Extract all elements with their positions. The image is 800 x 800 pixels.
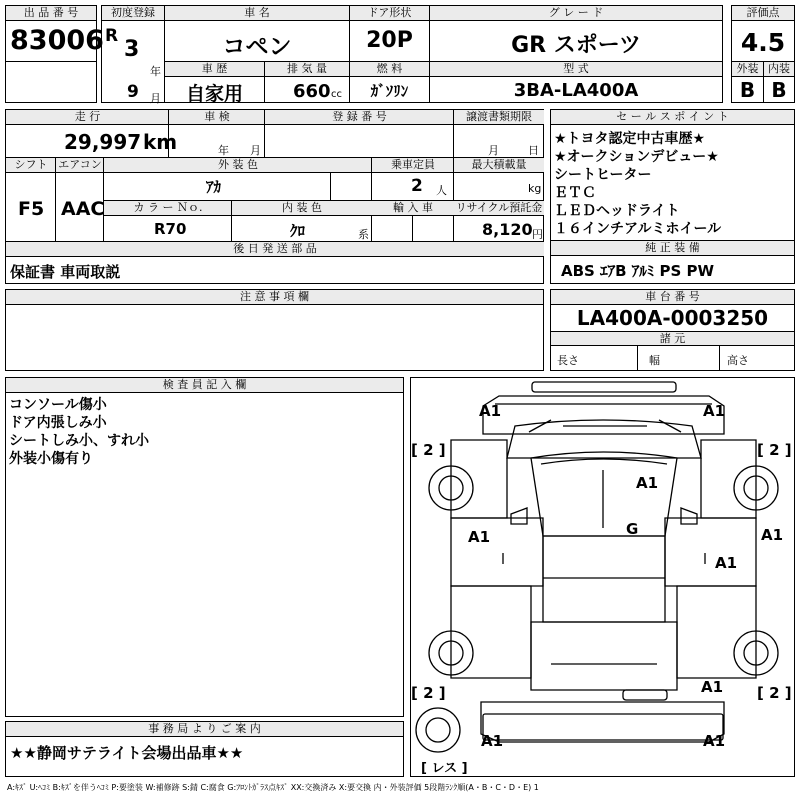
model-label: 型 式	[430, 62, 722, 77]
inspector-cell	[5, 377, 404, 717]
sales-points-label: セ ー ル ス ポ イ ン ト	[551, 110, 794, 125]
length-label: 長さ	[557, 354, 579, 367]
interior-score-cell	[763, 61, 795, 103]
damage-label: A1	[636, 474, 659, 492]
sales-points-list	[554, 130, 721, 238]
later-parts-label: 後 日 発 送 部 品	[6, 242, 544, 257]
displacement-cell	[264, 61, 350, 103]
colorno-label: カ ラ ー Ｎｏ.	[104, 201, 232, 216]
lot-number-cell	[5, 5, 104, 62]
registration-year: 3	[124, 37, 140, 62]
exterior-score-cell	[731, 61, 764, 103]
damage-label: A1	[715, 554, 738, 572]
recycle-deposit: 8,120	[482, 220, 533, 239]
sales-point-item: ★オークションデビュー★	[554, 149, 719, 165]
later-parts: 保証書 車両取説	[10, 263, 121, 281]
sales-point-item: ＥＴＣ	[554, 185, 596, 201]
interior-label: 内装	[764, 62, 794, 77]
color-label: 外 装 色	[104, 158, 372, 173]
regno-label: 登 録 番 号	[265, 110, 454, 125]
car-name-cell	[164, 5, 350, 62]
mileage-label: 走 行	[6, 110, 169, 125]
mileage-unit: km	[143, 130, 178, 154]
height-label: 高さ	[727, 354, 749, 367]
interior-color: ｸﾛ	[290, 222, 306, 240]
grade-cell	[429, 5, 723, 62]
capacity: 2	[411, 176, 423, 196]
load-label: 最大積載量	[454, 158, 544, 173]
score-label: 評価点	[732, 6, 794, 21]
grade-label: グ レ ー ド	[430, 6, 722, 21]
colorno: R70	[154, 220, 187, 238]
spare-tire-label: [ レス ]	[421, 761, 468, 776]
office-notice-label: 事 務 局 よ り ご 案 内	[6, 722, 403, 737]
inspection-month-unit: 月	[250, 144, 261, 157]
lot-number-label: 出 品 番 号	[6, 6, 96, 21]
interior-color-label: 内 装 色	[232, 201, 372, 216]
tire-mark: [ 2 ]	[757, 441, 792, 459]
capacity-label: 乗車定員	[372, 158, 454, 173]
inspector-notes	[9, 396, 149, 468]
sales-point-item: シートヒーター	[554, 167, 652, 183]
history: 自家用	[185, 83, 243, 105]
fuel-cell	[349, 61, 430, 103]
exterior-label: 外装	[732, 62, 763, 77]
inspection-year-unit: 年	[218, 144, 229, 157]
car-name-label: 車 名	[165, 6, 349, 21]
inspector-label: 検 査 員 記 入 欄	[6, 378, 403, 393]
fuel-label: 燃 料	[350, 62, 429, 77]
score-cell	[731, 5, 795, 62]
ac-label: エアコン	[56, 158, 104, 173]
transfer-month-unit: 月	[488, 144, 499, 157]
damage-label: A1	[468, 528, 491, 546]
tire-mark: [ 2 ]	[411, 441, 446, 459]
first-registration-label: 初度登録	[102, 6, 164, 21]
inspector-note: 外装小傷有り	[9, 451, 93, 467]
interior-score: B	[771, 78, 787, 102]
office-notice-cell	[5, 721, 404, 777]
chassis-cell	[550, 289, 795, 371]
year-unit: 年	[150, 65, 161, 78]
chassis-label: 車 台 番 号	[551, 290, 794, 305]
damage-label: A1	[701, 678, 724, 696]
car-damage-diagram	[411, 378, 794, 776]
damage-label: G	[626, 520, 639, 538]
score: 4.5	[740, 28, 786, 57]
damage-diagram-cell	[410, 377, 795, 777]
sales-points-cell	[550, 109, 795, 241]
mileage: 29,997	[64, 130, 142, 154]
tire-mark: [ 2 ]	[757, 684, 792, 702]
tire-mark: [ 2 ]	[411, 684, 446, 702]
shift-label: シフト	[6, 158, 56, 173]
recycle-label: リサイクル預託金	[455, 201, 543, 214]
model-cell	[429, 61, 723, 103]
transfer-label: 譲渡書類期限	[454, 110, 544, 125]
capacity-unit: 人	[436, 184, 447, 197]
car-name: コペン	[222, 34, 292, 60]
door: 20P	[366, 28, 413, 53]
exterior-score: B	[739, 78, 756, 102]
inspector-note: コンソール傷小	[9, 397, 107, 413]
registration-era: R	[105, 26, 119, 46]
equipment: ABS ｴｱB ｱﾙﾐ PS PW	[561, 262, 715, 280]
sales-point-item: ＬＥＤヘッドライト	[554, 203, 680, 219]
door-label: ドア形状	[350, 6, 429, 21]
history-label: 車 歴	[165, 62, 264, 77]
registration-month: 9	[127, 82, 139, 102]
damage-label: A1	[481, 732, 504, 750]
chassis-number: LA400A-0003250	[576, 306, 769, 330]
spec-label: 諸 元	[551, 332, 794, 346]
ac: AAC	[61, 198, 105, 220]
equipment-label: 純 正 装 備	[551, 241, 794, 256]
recycle-unit: 円	[532, 228, 543, 241]
first-registration-cell	[101, 5, 165, 103]
sales-point-item: ★トヨタ認定中古車歴★	[554, 131, 706, 147]
month-unit: 月	[150, 92, 161, 105]
grade: GR スポーツ	[511, 33, 641, 58]
notes-label: 注 意 事 項 欄	[6, 290, 543, 305]
equipment-cell	[550, 240, 795, 284]
sales-point-item: １６インチアルミホイール	[554, 221, 722, 237]
door-cell	[349, 5, 430, 62]
interior-color-unit: 系	[358, 228, 369, 241]
shift: F5	[18, 198, 45, 220]
notes-cell	[5, 289, 544, 371]
lot-number-lower-cell	[5, 61, 97, 103]
damage-label: A1	[479, 402, 502, 420]
damage-legend: A:ｷｽﾞ U:ﾍｺﾐ B:ｷｽﾞを伴うﾍｺﾐ P:要塗装 W:補修跡 S:錆 C:腐食 G:ﾌﾛﾝﾄｶﾞﾗｽ点ｷｽﾞ XX:交換済み X:要交換 内・外装評価 5段階ﾗﾝｸ順(A・B・C・D・E) 1	[7, 783, 539, 792]
load-unit: kg	[528, 182, 542, 195]
damage-label: A1	[703, 402, 726, 420]
damage-label: A1	[761, 526, 784, 544]
displacement-unit: cc	[331, 89, 342, 100]
transfer-day-unit: 日	[528, 144, 539, 157]
import-label: 輸 入 車	[372, 201, 454, 216]
displacement: 660	[293, 81, 331, 102]
inspector-note: シートしみ小、すれ小	[9, 433, 149, 449]
inspection-label: 車 検	[169, 110, 265, 125]
fuel: ｶﾞｿﾘﾝ	[370, 82, 409, 100]
office-notice: ★★静岡サテライト会場出品車★★	[10, 744, 244, 762]
exterior-color: ｱｶ	[206, 178, 222, 196]
inspector-note: ドア内張しみ小	[9, 415, 107, 431]
width-label: 幅	[649, 354, 660, 367]
history-cell	[164, 61, 265, 103]
model: 3BA-LA400A	[513, 80, 639, 101]
vehicle-details-table	[5, 109, 544, 284]
damage-label: A1	[703, 732, 726, 750]
lot-number: 83006	[10, 25, 104, 56]
displacement-label: 排 気 量	[265, 62, 349, 77]
